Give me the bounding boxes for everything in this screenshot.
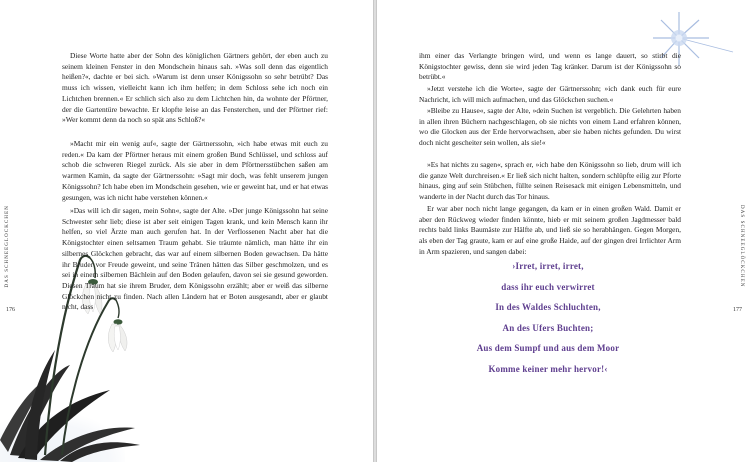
poem-line: dass ihr euch verwirret: [501, 281, 595, 292]
paragraph: ihm einer das Verlangte bringen wird, und wenn es lange dauert, so stirbt die Königstochter gewiss, denn sie wird jeden Tag kränker. Darum ist der Königssohn so betrübt.«: [419, 51, 681, 82]
poem-line: Aus dem Sumpf und aus dem Moor: [476, 343, 620, 353]
paragraph: »Macht mir ein wenig auf«, sagte der Gärtnerssohn, »ich habe etwas mit euch zu reden.« Da kam der Pförtner heraus mit einem großen Bund Schlüssel, und schloss auf schob die schweren Riegel zurück. Als sie aber in dem Pförtnersstübchen saßen am warmen Kamin, da sagte der Gärtnerssohn: »Sagt mir doch, was fehlt unserem jungen Königssohn? Ich habe eben im Mondschein gesehen, wie er geweint hat, und er hat etwas gesungen, was ich nicht habe verstehen können.«: [62, 139, 328, 202]
left-page: [0, 0, 373, 462]
running-head-left: DAS SCHNEEGLÖCKCHEN: [5, 205, 10, 288]
paragraph: Er war aber noch nicht lange gegangen, da kam er in einen großen Wald. Damit er aber den Rückweg wieder finden könnte, hieb er mit seinem großen Jagdmesser bald rechts bald links Baumäste zur Hälfte ab, und ließ sie so herabhängen. Gegen Morgen, als eben der Tag graute, kam er auf eine große Haide, auf der gingen drei Irrlichter Arm in Arm spazieren, und sangen dabei:: [419, 204, 681, 256]
poem-line: An des Ufers Buchten;: [502, 322, 594, 333]
running-head-right: DAS SCHNEEGLÖCKCHEN: [739, 205, 744, 288]
paragraph: »Bleibe zu Hause«, sagte der Alte, »dein Suchen ist vergeblich. Die Gelehrten haben in allen ihren Büchern nachgeschlagen, ob sie nichts von einem Land erfahren können, wo die Glocken aus der Erde hervorwachsen, aber sie haben nichts gefunden. Du wirst doch nicht gescheiter sein wollen, als sie!«: [419, 106, 681, 148]
page-number-left: 176: [6, 307, 15, 313]
poem-line: Komme keiner mehr hervor!‹: [488, 363, 608, 374]
paragraph: »Das will ich dir sagen, mein Sohn«, sagte der Alte. »Der junge Königssohn hat seine Schwester sehr lieb; diese ist aber seit einigen Tagen krank, und kein Mensch kann ihr helfen, so viel Ärzte man auch gerufen hat. In der Verflossenen Nacht aber hat die Königstochter einen seltsamen Traum gehabt. Sie träumte nämlich, man hätte ihr ein silbernes Glöckchen gebracht, das war auf einem silbernen Boden gewachsen. Da hätte ihr Bruder vor Freude geweint, und seine Tränen hätten das Silber geschmolzen, und es sei in einem silbernen Bächlein auf den Boden gelaufen, davon sei sie gesund geworden. Diesen Traum hat sie ihrem Bruder, dem Königssohn erzählt; aber er weiß das silberne Glöckchen nicht zu finden. Nach allen Ländern hat er Boten ausgesandt, aber er glaubt nicht, dass: [62, 206, 328, 312]
right-page: [377, 0, 750, 462]
paragraph: »Es hat nichts zu sagen«, sprach er, »ich habe den Königssohn so lieb, drum will ich die ganze Welt durchreisen.« Er ließ sich nicht halten, sondern schlüpfte eilig zur Pforte hinaus, ging auf sein Stübchen, füllte seinen Reisesack mit einigen Lebensmitteln, und wanderte in der Nacht durch das Tor hinaus.: [419, 160, 681, 202]
paragraph: Diese Worte hatte aber der Sohn des königlichen Gärtners gehört, der eben auch zu seinem kleinen Fenster in den Mondschein hinaus sah. »Was soll denn das eigentlich heißen?«, dachte er bei sich. »Warum ist denn unser Königssohn so sehr betrübt? Das muss ich wissen, vielleicht kann ich ihm helfen; in dem Schloss sehe ich noch ein Lichtchen brennen.« Er schlich sich also zu dem Lichtchen hin, da wohnte der Pförtner, der die Gartentüre bewachte. Er klopfte leise an das Fensterchen, und der Pförtner rief: »Wer kommt denn da noch so spät ans Schloß?«: [62, 51, 328, 125]
paragraph: »Jetzt verstehe ich die Worte«, sagte der Gärtnerssohn; »ich dank euch für eure Nachricht, ich will mich aufmachen, und das Glöckchen suchen.«: [419, 84, 681, 104]
poem: [417, 256, 679, 379]
poem-line: ›Irret, irret, irret,: [512, 261, 584, 271]
page-number-right: 177: [733, 307, 742, 313]
poem-line: In des Waldes Schluchten,: [495, 302, 601, 312]
